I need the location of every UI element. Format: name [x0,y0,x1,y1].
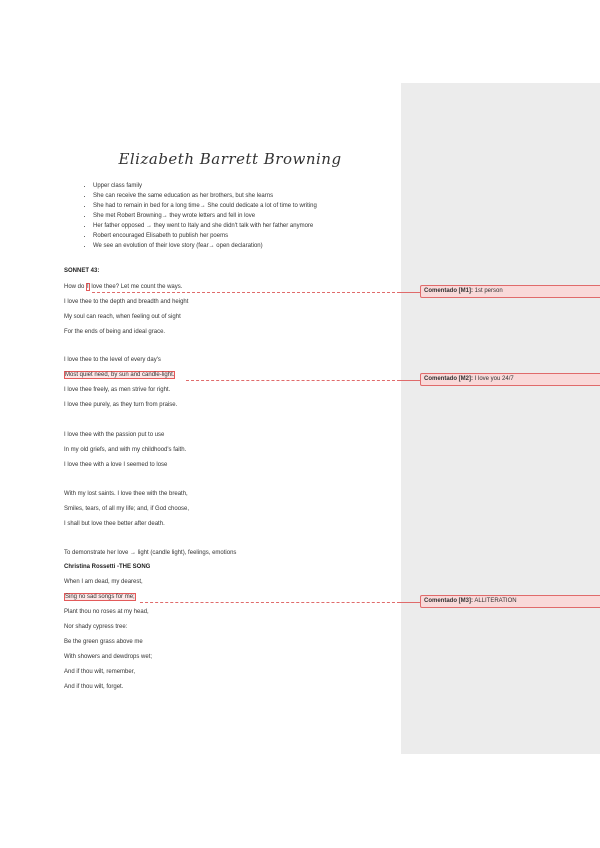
comment-margin-pane [401,83,600,754]
poem-line: I love thee to the depth and breadth and height [64,299,189,305]
list-item: • We see an evolution of their love story (fear→ open declaration) [93,241,317,251]
poem-line: I shall but love thee better after death. [64,521,165,527]
biography-list [80,181,317,251]
poem-line [64,372,175,378]
list-item: • She can receive the same education as her brothers, but she learns [93,191,317,201]
poem-line: I love thee to the level of every day's [64,357,161,363]
commented-text[interactable]: Sing no sad songs for me; [65,594,135,600]
poem-line: I love thee freely, as men strive for right. [64,387,171,393]
poem-text: love thee? Let me count the ways. [89,284,183,290]
comment-balloon[interactable] [420,373,600,386]
list-item: • She met Robert Browning→ they wrote letters and fell in love [93,211,317,221]
poem-line: I love thee with the passion put to use [64,432,165,438]
commented-text[interactable]: Most quiet need, by sun and candle-light. [65,372,175,378]
poem-line: And if thou wilt, remember, [64,669,136,675]
poem-line: For the ends of being and ideal grace. [64,329,166,335]
song-heading: Christina Rossetti -THE SONG [64,564,151,570]
comment-balloon[interactable] [420,285,600,298]
comment-tag: Comentado [M2]: [424,376,473,382]
comment-balloon[interactable] [420,595,600,608]
poem-line: My soul can reach, when feeling out of sight [64,314,181,320]
poem-line [64,284,182,290]
commented-word[interactable]: I [87,284,89,290]
poem-line: In my old griefs, and with my childhood's faith. [64,447,187,453]
comment-text: 1st person [474,288,503,294]
poem-line: When I am dead, my dearest, [64,579,143,585]
poem-line: With my lost saints. I love thee with the breath, [64,491,188,497]
comment-connector [186,380,400,381]
poem-line: I love thee purely, as they turn from praise. [64,402,178,408]
poem-line: I love thee with a love I seemed to lose [64,462,168,468]
sonnet-heading: SONNET 43: [64,268,100,274]
comment-text: ALLITERATION [474,598,517,604]
list-item: • She had to remain in bed for a long time→ She could dedicate a lot of time to writing [93,201,317,211]
poem-line: Plant thou no roses at my head, [64,609,149,615]
poem-line: And if thou wilt, forget. [64,684,124,690]
list-item: • Robert encouraged Elisabeth to publish her poems [93,231,317,241]
poem-line: Nor shady cypress tree: [64,624,128,630]
analysis-note: To demonstrate her love → light (candle light), feelings, emotions [64,550,237,556]
comment-tag: Comentado [M1]: [424,288,473,294]
poem-text: How do [64,284,87,290]
comment-tag: Comentado [M3]: [424,598,473,604]
comment-connector [400,602,420,603]
poem-line [64,594,136,600]
page-title: Elizabeth Barrett Browning [118,150,342,168]
comment-connector [400,292,420,293]
poem-line: Smiles, tears, of all my life; and, if God choose, [64,506,190,512]
poem-line: With showers and dewdrops wet; [64,654,153,660]
list-item: • Upper class family [93,181,317,191]
comment-text: I love you 24/7 [474,376,514,382]
list-item: • Her father opposed → they went to Italy and she didn't talk with her father anymore [93,221,317,231]
comment-connector [140,602,400,603]
comment-connector [400,380,420,381]
poem-line: Be the green grass above me [64,639,143,645]
comment-connector [92,292,400,293]
